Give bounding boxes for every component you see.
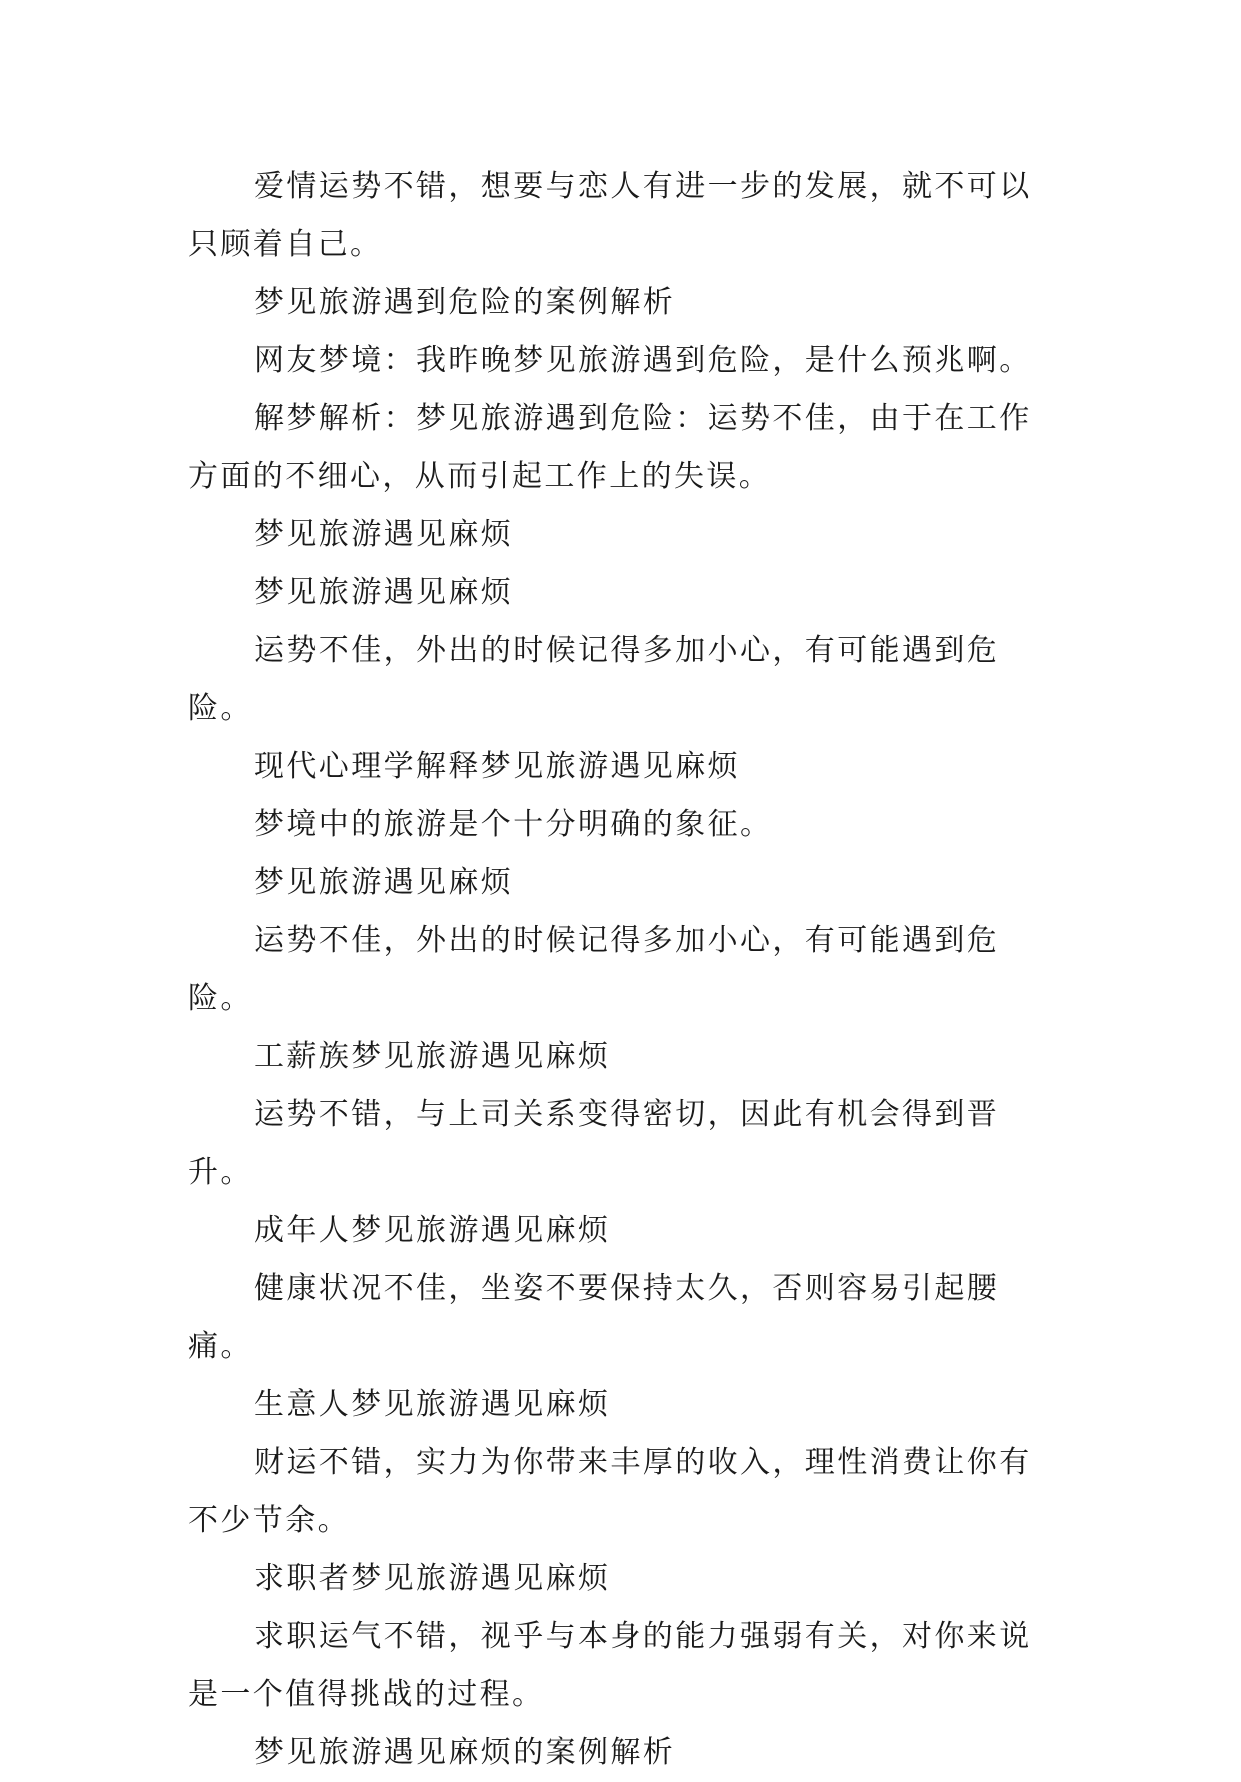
paragraph: 运势不错，与上司关系变得密切，因此有机会得到晋升。 <box>188 1097 1000 1190</box>
paragraph: 运势不佳，外出的时候记得多加小心，有可能遇到危险。 <box>188 633 1000 726</box>
paragraph: 健康状况不佳，坐姿不要保持太久，否则容易引起腰痛。 <box>188 1271 1000 1364</box>
paragraph: 财运不错，实力为你带来丰厚的收入，理性消费让你有不少节余。 <box>188 1445 1032 1538</box>
paragraph: 网友梦境：我昨晚梦见旅游遇到危险，是什么预兆啊。 <box>254 343 1032 378</box>
paragraph: 运势不佳，外出的时候记得多加小心，有可能遇到危险。 <box>188 923 1000 1016</box>
paragraph: 梦见旅游遇到危险的案例解析 <box>254 285 676 320</box>
paragraph: 梦见旅游遇见麻烦的案例解析 <box>254 1735 676 1770</box>
paragraph: 生意人梦见旅游遇见麻烦 <box>254 1387 611 1422</box>
paragraph: 爱情运势不错，想要与恋人有进一步的发展，就不可以只顾着自己。 <box>188 169 1032 262</box>
paragraph: 梦见旅游遇见麻烦 <box>254 575 514 610</box>
paragraph: 解梦解析：梦见旅游遇到危险：运势不佳，由于在工作方面的不细心，从而引起工作上的失误。 <box>188 401 1032 494</box>
paragraph: 梦见旅游遇见麻烦 <box>254 865 514 900</box>
paragraph: 梦境中的旅游是个十分明确的象征。 <box>254 807 773 842</box>
paragraph: 工薪族梦见旅游遇见麻烦 <box>254 1039 611 1074</box>
paragraph: 现代心理学解释梦见旅游遇见麻烦 <box>254 749 740 784</box>
paragraph: 求职者梦见旅游遇见麻烦 <box>254 1561 611 1596</box>
paragraph: 求职运气不错，视乎与本身的能力强弱有关，对你来说是一个值得挑战的过程。 <box>188 1619 1032 1712</box>
paragraph: 成年人梦见旅游遇见麻烦 <box>254 1213 611 1248</box>
paragraph: 梦见旅游遇见麻烦 <box>254 517 514 552</box>
document-body <box>188 158 1058 1782</box>
